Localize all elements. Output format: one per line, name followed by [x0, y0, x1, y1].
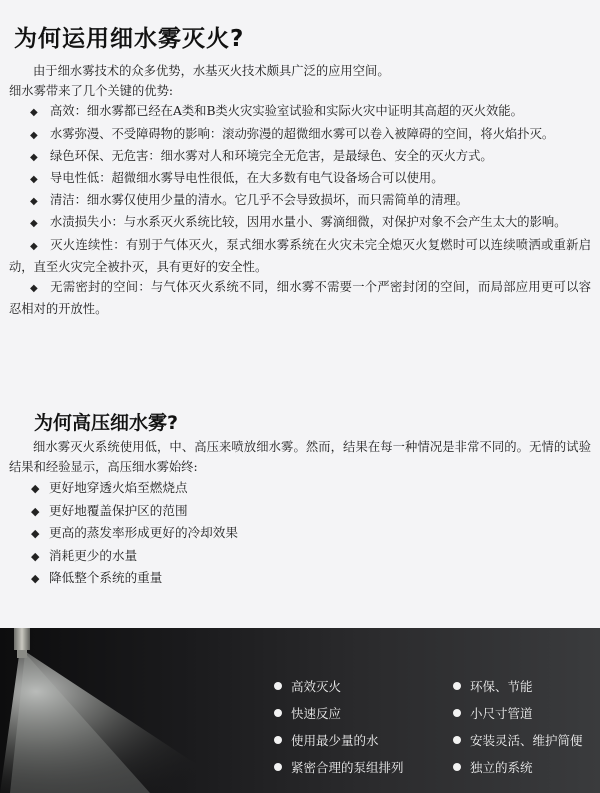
list-item: ◆ 水雾弥漫、不受障碍物的影响：滚动弥漫的超微细水雾可以卷入被障碍的空间，将火焰扑灭。	[9, 124, 591, 146]
bullet-dot-icon	[453, 709, 461, 717]
feature-item: 快速反应	[274, 704, 341, 722]
bullet-dot-icon	[453, 682, 461, 690]
list-item: ◆ 更好地覆盖保护区的范围	[9, 500, 591, 523]
diamond-bullet-icon: ◆	[31, 572, 40, 586]
feature-item: 紧密合理的泵组排列	[274, 758, 404, 776]
diamond-bullet-icon: ◆	[30, 174, 38, 186]
features-banner	[0, 628, 600, 793]
feature-item: 高效灭火	[274, 677, 341, 695]
bullet-dot-icon	[274, 682, 282, 690]
list-item: ◆ 绿色环保、无危害：细水雾对人和环境完全无危害，是最绿色、安全的灭火方式。	[9, 146, 591, 168]
feature-item: 小尺寸管道	[453, 704, 533, 722]
list-item: ◆ 无需密封的空间：与气体灭火系统不同，细水雾不需要一个严密封闭的空间，而局部应用更可以容忍相对的开放性。	[9, 280, 591, 317]
section1-body	[9, 61, 591, 319]
diamond-bullet-icon: ◆	[30, 107, 38, 119]
list-item: ◆ 导电性低：超微细水雾导电性很低，在大多数有电气设备场合可以使用。	[9, 168, 591, 190]
diamond-bullet-icon: ◆	[31, 527, 40, 541]
list-item: ◆ 水渍损失小：与水系灭火系统比较，因用水量小、雾滴细微，对保护对象不会产生太大的影响。	[9, 212, 591, 234]
diamond-bullet-icon: ◆	[30, 129, 38, 141]
diamond-bullet-icon: ◆	[30, 283, 38, 295]
section2-body	[9, 437, 591, 590]
list-item: ◆ 更好地穿透火焰至燃烧点	[9, 477, 591, 500]
diamond-bullet-icon: ◆	[31, 549, 40, 563]
list-item: ◆ 灭火连续性：有别于气体灭火，泵式细水雾系统在火灾未完全熄灭火复燃时可以连续喷洒或重新启动，直至火灾完全被扑灭，具有更好的安全性。	[9, 237, 591, 274]
section2-paragraph: 细水雾灭火系统使用低，中、高压来喷放细水雾。然而，结果在每一种情况是非常不同的。无情的试验结果和经验显示，高压细水雾始终:	[9, 440, 591, 475]
bullet-dot-icon	[453, 736, 461, 744]
feature-item: 环保、节能	[453, 677, 533, 695]
list-item: ◆ 降低整个系统的重量	[9, 567, 591, 590]
list-item: ◆ 更高的蒸发率形成更好的冷却效果	[9, 522, 591, 545]
section2-title: 为何高压细水雾?	[34, 412, 179, 434]
feature-item: 独立的系统	[453, 758, 533, 776]
list-item: ◆ 消耗更少的水量	[9, 545, 591, 568]
feature-item: 使用最少量的水	[274, 731, 379, 749]
list-item: ◆ 高效：细水雾都已经在A类和B类火灾实验室试验和实际火灾中证明其高超的灭火效能。	[9, 101, 591, 123]
diamond-bullet-icon: ◆	[30, 151, 38, 163]
section1-intro-1: 由于细水雾技术的众多优势，水基灭火技术颇具广泛的应用空间。	[33, 64, 390, 78]
bullet-dot-icon	[453, 763, 461, 771]
diamond-bullet-icon: ◆	[31, 504, 40, 518]
diamond-bullet-icon: ◆	[30, 218, 38, 230]
list-item: ◆ 清洁：细水雾仅使用少量的清水。它几乎不会导致损坏，而只需简单的清理。	[9, 190, 591, 212]
bullet-dot-icon	[274, 763, 282, 771]
bullet-dot-icon	[274, 736, 282, 744]
diamond-bullet-icon: ◆	[30, 240, 38, 252]
bullet-dot-icon	[274, 709, 282, 717]
feature-item: 安装灵活、维护简便	[453, 731, 583, 749]
water-mist-nozzle-image	[0, 628, 260, 793]
section1-intro-2: 细水雾带来了几个关键的优势:	[9, 84, 174, 99]
diamond-bullet-icon: ◆	[30, 196, 38, 208]
section1-title: 为何运用细水雾灭火?	[14, 26, 245, 52]
diamond-bullet-icon: ◆	[31, 482, 40, 496]
